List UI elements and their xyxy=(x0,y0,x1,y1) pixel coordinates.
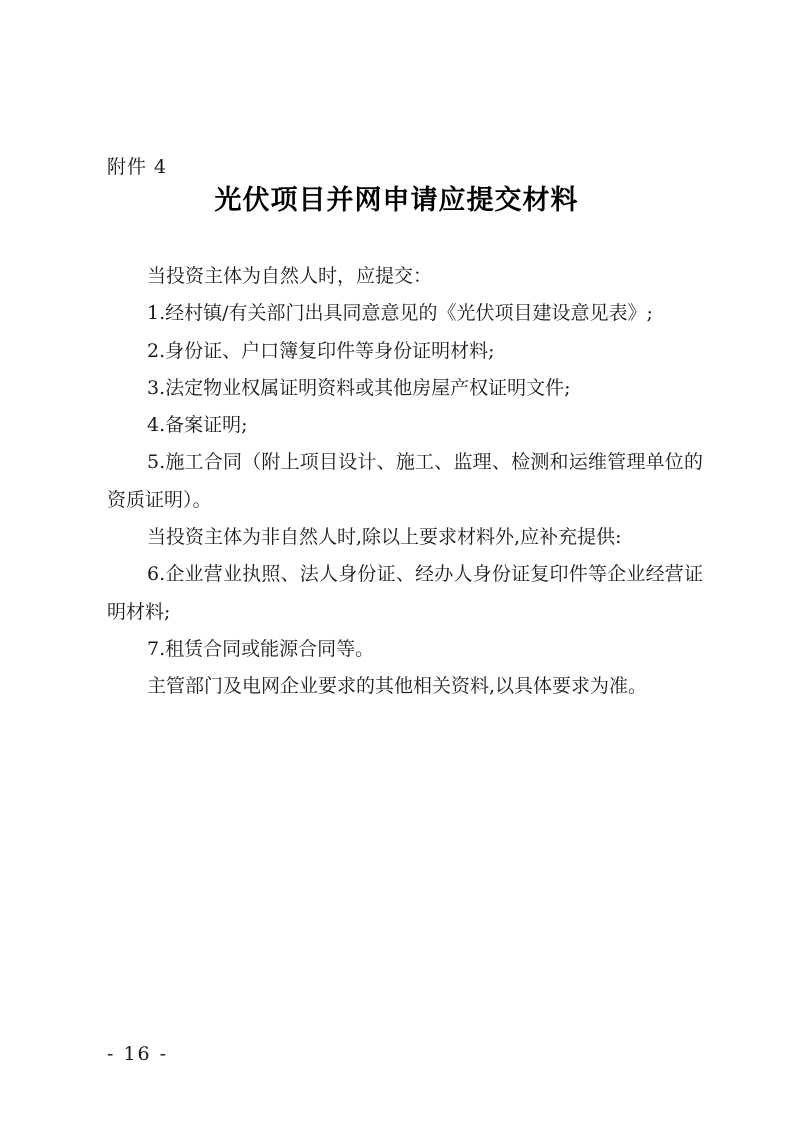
paragraph-item-2: 2.身份证、户口簿复印件等身份证明材料; xyxy=(147,339,495,362)
paragraph-item-1: 1.经村镇/有关部门出具同意意见的《光伏项目建设意见表》; xyxy=(147,302,653,325)
paragraph-item-6: 6.企业营业执照、法人身份证、经办人身份证复印件等企业经营证明材料; xyxy=(107,563,703,623)
attachment-label: 附件 4 xyxy=(107,156,168,178)
paragraph-non-natural-person-intro: 当投资主体为非自然人时,除以上要求材料外,应补充提供: xyxy=(147,526,622,549)
paragraph-item-7: 7.租赁合同或能源合同等。 xyxy=(147,637,375,660)
document-body xyxy=(107,258,703,706)
document-title: 光伏项目并网申请应提交材料 xyxy=(214,185,579,216)
page-number: - 16 - xyxy=(107,1043,169,1065)
paragraph-natural-person-intro: 当投资主体为自然人时，应提交： xyxy=(147,265,433,287)
paragraph-item-4: 4.备案证明; xyxy=(147,414,248,437)
paragraph-closing-note: 主管部门及电网企业要求的其他相关资料,以具体要求为准。 xyxy=(147,675,648,698)
paragraph-item-3: 3.法定物业权属证明资料或其他房屋产权证明文件; xyxy=(147,376,571,399)
paragraph-item-5: 5.施工合同（附上项目设计、施工、监理、检测和运维管理单位的资质证明）。 xyxy=(107,451,703,511)
